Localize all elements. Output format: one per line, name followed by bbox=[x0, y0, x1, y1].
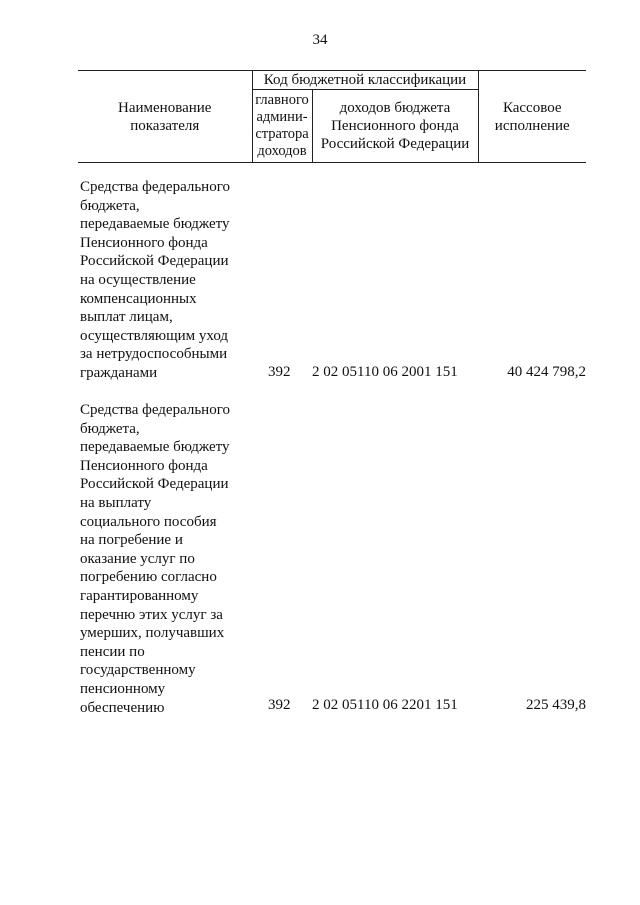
row-kbk-code: 2 02 05110 06 2201 151 bbox=[312, 697, 458, 713]
row-name-line: на осуществление bbox=[80, 271, 196, 288]
header-cash-line: исполнение bbox=[494, 117, 570, 134]
row-name-line: пенсионному bbox=[80, 680, 166, 697]
header-admin-line: стратора bbox=[255, 126, 309, 142]
header-cash-line: Кассовое bbox=[502, 99, 562, 116]
row-name-line: бюджета, bbox=[80, 197, 140, 214]
row-name-line: Пенсионного фонда bbox=[80, 457, 208, 474]
header-revenue-line: доходов бюджета bbox=[339, 100, 451, 116]
table-row-name bbox=[80, 178, 255, 383]
row-name-line: Российской Федерации bbox=[80, 476, 229, 493]
row-kbk-code: 2 02 05110 06 2001 151 bbox=[312, 364, 458, 380]
header-revenue-column bbox=[312, 90, 478, 163]
row-name-line: пенсии по bbox=[80, 643, 145, 660]
row-name-line: гражданами bbox=[80, 364, 158, 381]
table-row-name bbox=[80, 401, 255, 717]
row-amount: 225 439,8 bbox=[526, 697, 586, 713]
row-admin-code: 392 bbox=[268, 364, 291, 380]
row-name-line: компенсационных bbox=[80, 290, 197, 307]
row-name-line: на погребение и bbox=[80, 532, 183, 549]
header-name-column bbox=[78, 71, 252, 163]
row-name-line: оказание услуг по bbox=[80, 550, 195, 567]
row-name-line: погребению согласно bbox=[80, 569, 217, 586]
header-cash-column bbox=[478, 71, 586, 163]
header-revenue-line: Российской Федерации bbox=[320, 136, 470, 152]
table-header bbox=[78, 70, 586, 163]
header-admin-line: админи- bbox=[256, 109, 308, 125]
row-name-line: Российской Федерации bbox=[80, 253, 229, 270]
row-name-line: перечню этих услуг за bbox=[80, 606, 223, 623]
header-kbk-group: Код бюджетной классификации bbox=[252, 71, 478, 90]
row-name-line: бюджета, bbox=[80, 420, 140, 437]
row-name-line: передаваемые бюджету bbox=[80, 439, 230, 456]
header-admin-column bbox=[252, 90, 312, 163]
header-revenue-line: Пенсионного фонда bbox=[331, 118, 459, 134]
header-name-line: показателя bbox=[130, 117, 200, 134]
row-amount: 40 424 798,2 bbox=[507, 364, 586, 380]
row-name-line: гарантированному bbox=[80, 587, 199, 604]
row-name-line: государственному bbox=[80, 662, 196, 679]
row-name-line: Средства федерального bbox=[80, 179, 230, 195]
row-name-line: социального пособия bbox=[80, 513, 217, 530]
row-name-line: выплат лицам, bbox=[80, 309, 173, 326]
row-name-line: на выплату bbox=[80, 494, 152, 511]
row-name-line: Средства федерального bbox=[80, 402, 230, 418]
row-name-line: осуществляющим уход bbox=[80, 327, 229, 344]
row-admin-code: 392 bbox=[268, 697, 291, 713]
header-name-line: Наименование bbox=[118, 99, 212, 116]
header-admin-line: доходов bbox=[257, 143, 307, 159]
row-name-line: за нетрудоспособными bbox=[80, 346, 228, 363]
row-name-line: Пенсионного фонда bbox=[80, 234, 208, 251]
header-admin-line: главного bbox=[255, 92, 309, 108]
row-name-line: умерших, получавших bbox=[80, 625, 225, 642]
row-name-line: передаваемые бюджету bbox=[80, 216, 230, 233]
row-name-line: обеспечению bbox=[80, 699, 165, 716]
page-number: 34 bbox=[312, 32, 328, 48]
